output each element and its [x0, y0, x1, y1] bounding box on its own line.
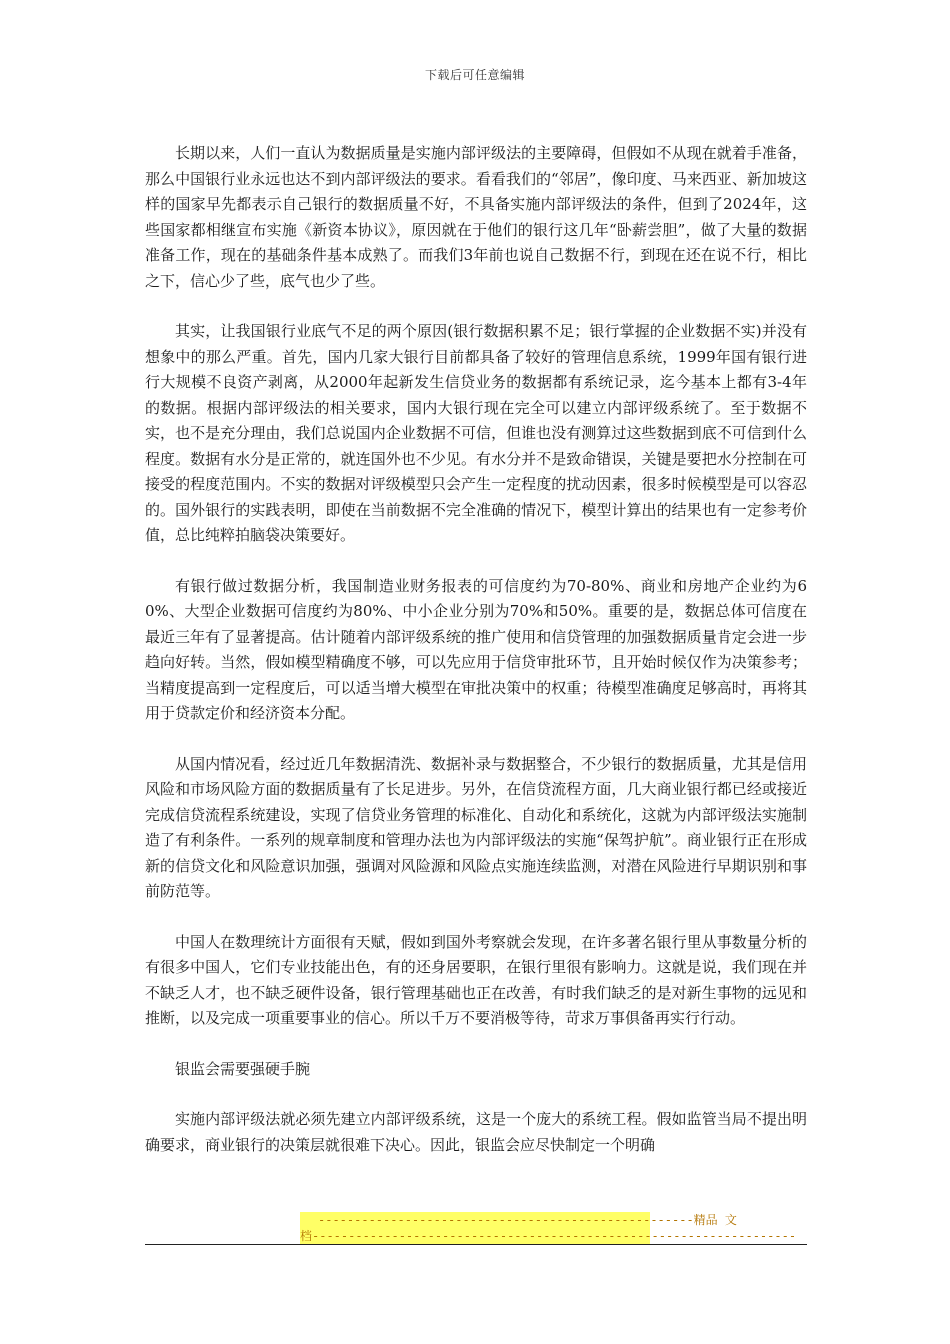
paragraph-2: 其实，让我国银行业底气不足的两个原因(银行数据积累不足；银行掌握的企业数据不实)并没有想象中的那么严重。首先，国内几家大银行目前都具备了较好的管理信息系统，1999年国有银行进行大规模不良资产剥离，从2000年起新发生信贷业务的数据都有系统记录，迄今基本上都有3-4年的数据。根据内部评级法的相关要求，国内大银行现在完全可以建立内部评级系统了。至于数据不实，也不是充分理由，我们总说国内企业数据不可信，但谁也没有测算过这些数据到底不可信到什么程度。数据有水分是正常的，就连国外也不少见。有水分并不是致命错误，关键是要把水分控制在可接受的程度范围内。不实的数据对评级模型只会产生一定程度的扰动因素，很多时候模型是可以容忍的。国外银行的实践表明，即使在当前数据不完全准确的情况下，模型计算出的结果也有一定参考价值，总比纯粹拍脑袋决策要好。	[145, 322, 807, 544]
footer-line-2: 档-------------------------------------------------------------------	[300, 1229, 797, 1243]
footer-divider	[145, 1244, 807, 1245]
footer-line-1: ----------------------------------------------------精品 文	[318, 1213, 737, 1227]
footer-watermark	[300, 1212, 797, 1244]
paragraph-4: 从国内情况看，经过近几年数据清洗、数据补录与数据整合，不少银行的数据质量，尤其是信用风险和市场风险方面的数据质量有了长足进步。另外，在信贷流程方面，几大商业银行都已经或接近完成信贷流程系统建设，实现了信贷业务管理的标准化、自动化和系统化，这就为内部评级法实施制造了有利条件。一系列的规章制度和管理办法也为内部评级法的实施“保驾护航”。商业银行正在形成新的信贷文化和风险意识加强，强调对风险源和风险点实施连续监测，对潜在风险进行早期识别和事前防范等。	[145, 754, 807, 900]
paragraph-6: 实施内部评级法就必须先建立内部评级系统，这是一个庞大的系统工程。假如监管当局不提出明确要求，商业银行的决策层就很难下决心。因此，银监会应尽快制定一个明确	[145, 1110, 807, 1154]
document-body	[145, 141, 807, 1158]
paragraph-5: 中国人在数理统计方面很有天赋，假如到国外考察就会发现，在许多著名银行里从事数量分析的有很多中国人，它们专业技能出色，有的还身居要职，在银行里很有影响力。这就是说，我们现在并不缺乏人才，也不缺乏硬件设备，银行管理基础也正在改善，有时我们缺乏的是对新生事物的远见和推断，以及完成一项重要事业的信心。所以千万不要消极等待，苛求万事俱备再实行行动。	[145, 932, 807, 1027]
paragraph-1: 长期以来，人们一直认为数据质量是实施内部评级法的主要障碍，但假如不从现在就着手准备，那么中国银行业永远也达不到内部评级法的要求。看看我们的“邻居”，像印度、马来西亚、新加坡这样的国家早先都表示自己银行的数据质量不好，不具备实施内部评级法的条件，但到了2024年，这些国家都相继宣布实施《新资本协议》，原因就在于他们的银行这几年“卧薪尝胆”，做了大量的数据准备工作，现在的基础条件基本成熟了。而我们3年前也说自己数据不行，到现在还在说不行，相比之下，信心少了些，底气也少了些。	[145, 144, 807, 290]
page-header: 下载后可任意编辑	[424, 68, 525, 82]
paragraph-3: 有银行做过数据分析，我国制造业财务报表的可信度约为70-80%、商业和房地产企业约为60%、大型企业数据可信度约为80%、中小企业分别为70%和50%。重要的是，数据总体可信度在最近三年有了显著提高。估计随着内部评级系统的推广使用和信贷管理的加强数据质量肯定会进一步趋向好转。当然，假如模型精确度不够，可以先应用于信贷审批环节，且开始时候仅作为决策参考；当精度提高到一定程度后，可以适当增大模型在审批决策中的权重；待模型准确度足够高时，再将其用于贷款定价和经济资本分配。	[145, 576, 807, 722]
section-heading: 银监会需要强硬手腕	[175, 1059, 311, 1078]
